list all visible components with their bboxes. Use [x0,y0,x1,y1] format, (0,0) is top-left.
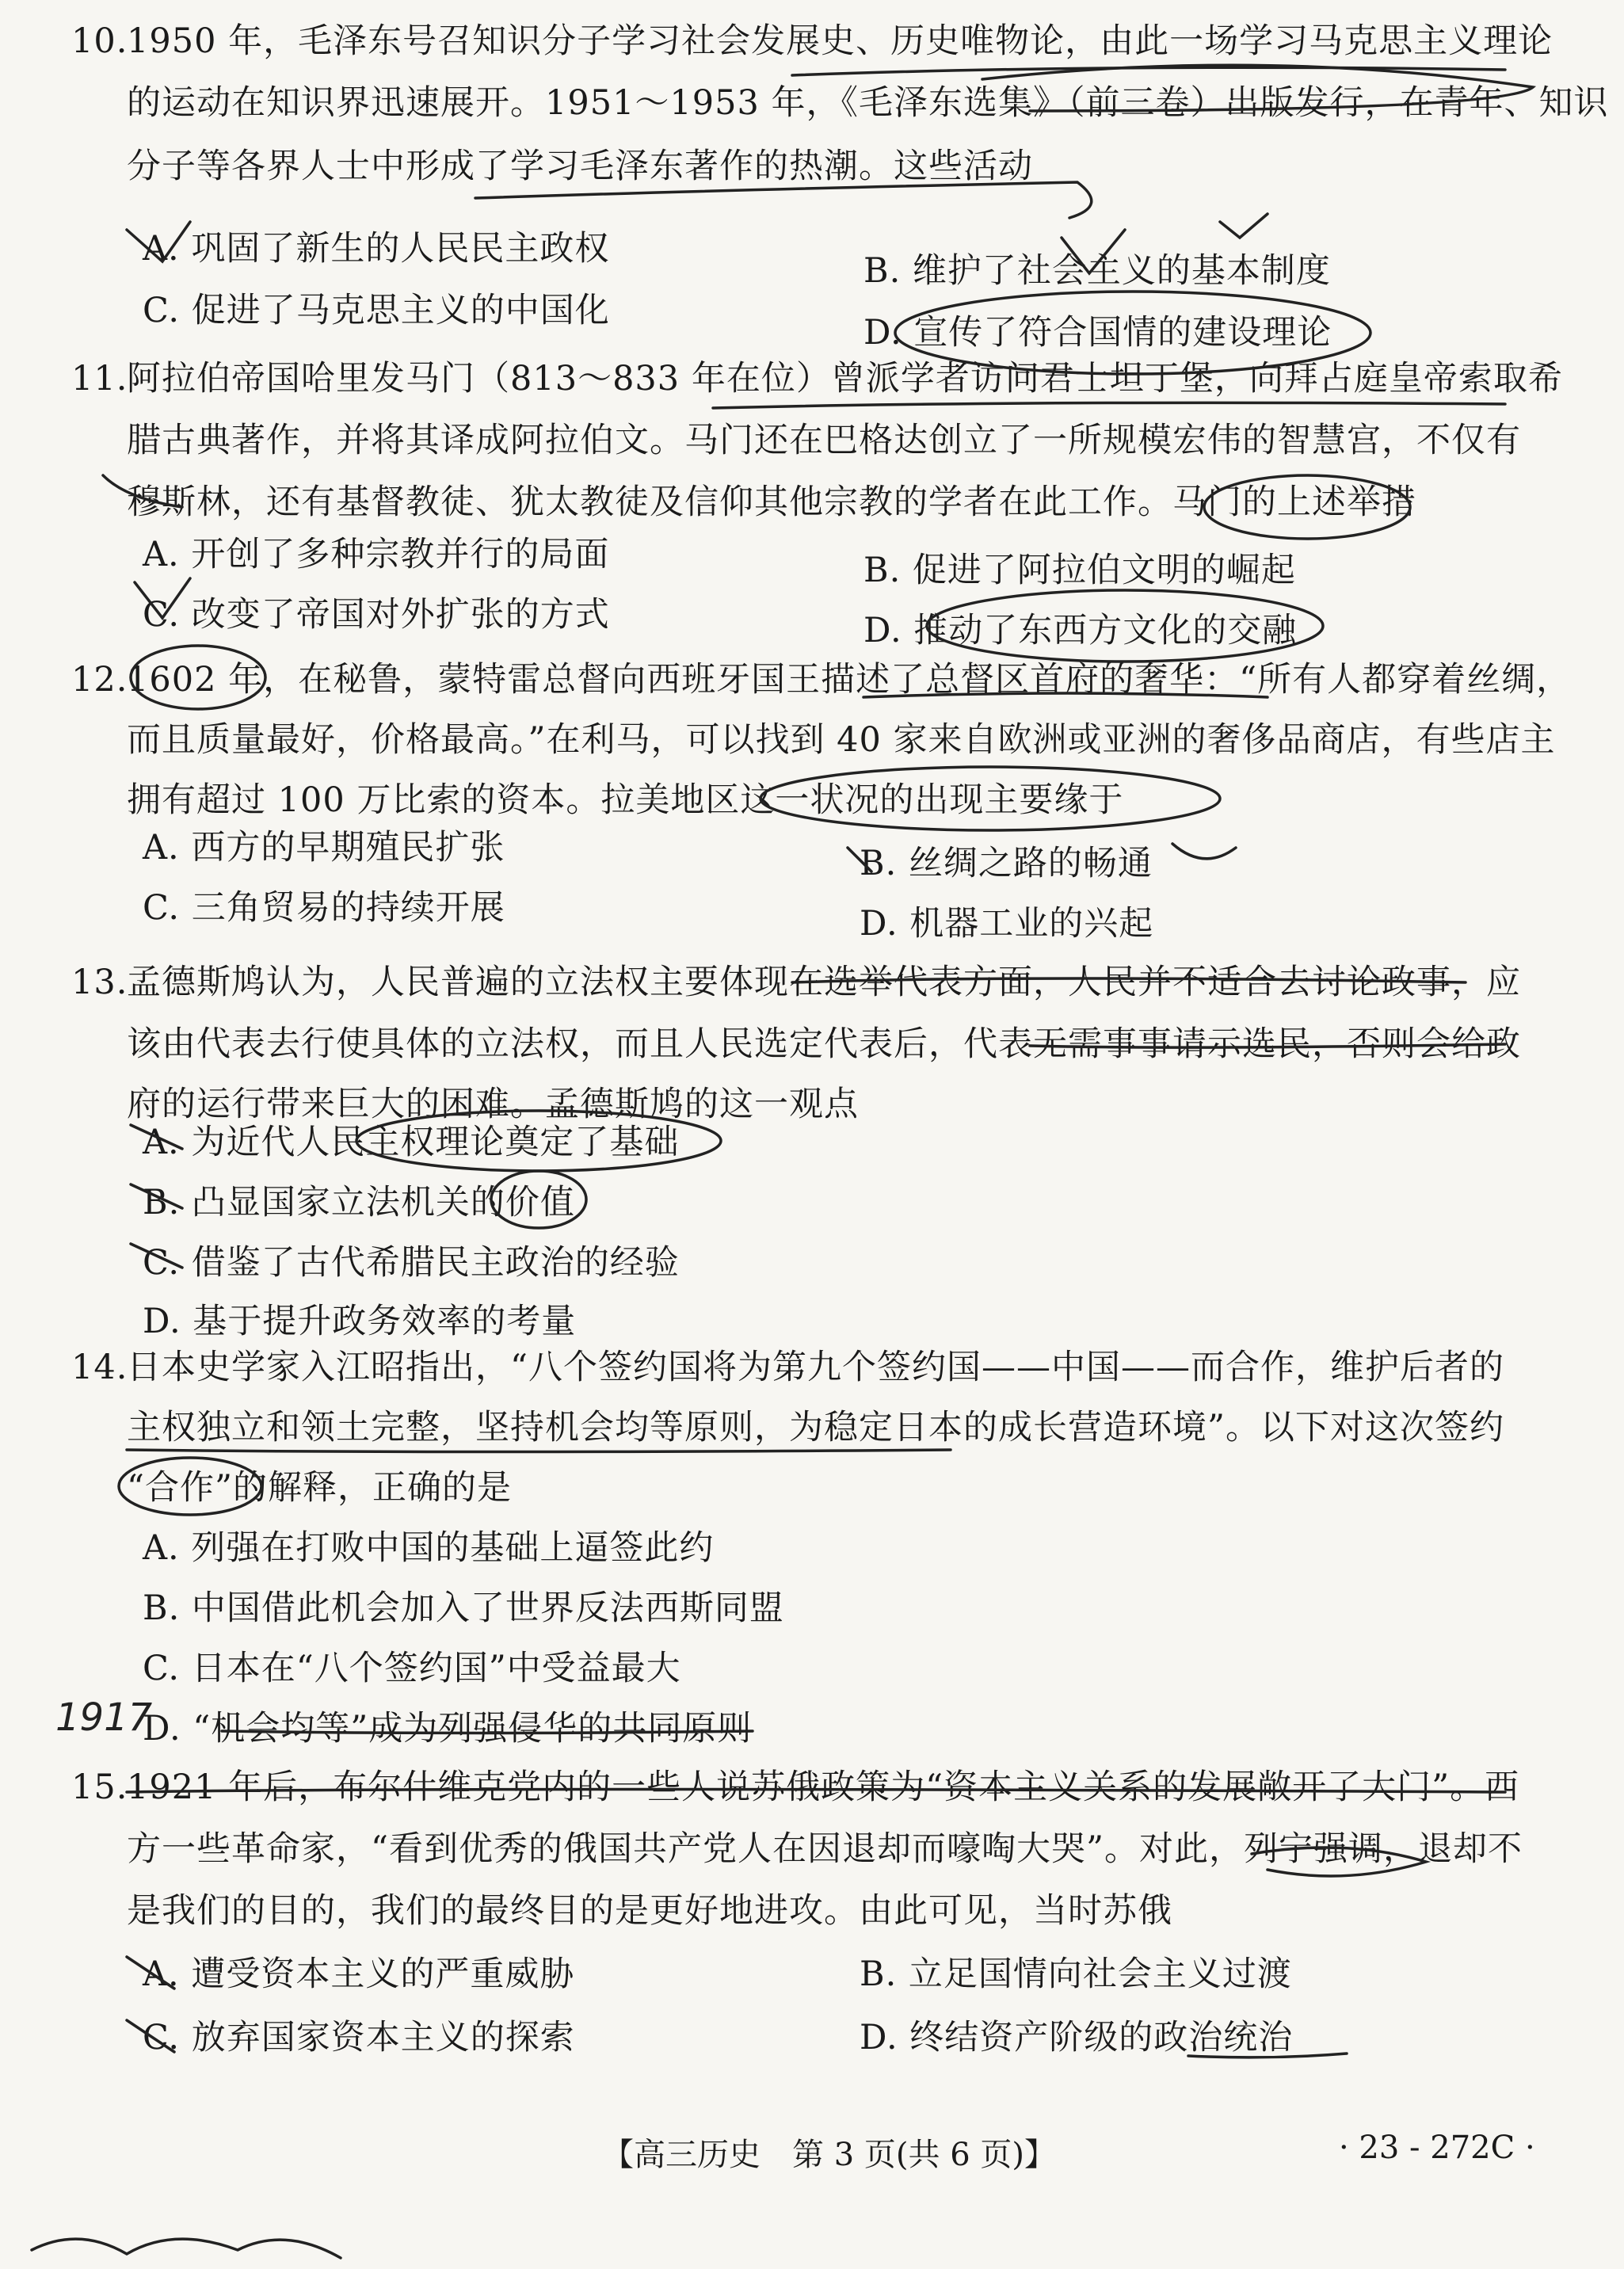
question-10-option-c: C. 促进了马克思主义的中国化 [143,291,610,330]
underline-q11 [713,402,1505,408]
question-14-option-b: B. 中国借此机会加入了世界反法西斯同盟 [143,1588,784,1628]
question-15-option-d: D. 终结资产阶级的政治统治 [860,2018,1294,2057]
question-10-option-b: B. 维护了社会主义的基本制度 [863,251,1331,291]
question-11-option-b: B. 促进了阿拉伯文明的崛起 [863,551,1296,590]
question-12-number: 12. [71,660,128,700]
question-14-stem-line-2: 主权独立和领土完整，坚持机会均等原则，为稳定日本的成长营造环境”。以下对这次签约 [127,1408,1504,1447]
question-15-option-b: B. 立足国情向社会主义过渡 [860,1954,1292,1994]
question-13-option-c: C. 借鉴了古代希腊民主政治的经验 [143,1243,680,1283]
question-11-option-c: C. 改变了帝国对外扩张的方式 [143,595,610,635]
handwritten-year-note: 1917 [55,1695,153,1740]
question-14-option-d: D. “机会均等”成为列强侵华的共同原则 [143,1709,753,1748]
question-11-option-a: A. 开创了多种宗教并行的局面 [143,535,610,574]
question-12-stem-line-1: 1602 年，在秘鲁，蒙特雷总督向西班牙国王描述了总督区首府的奢华：“所有人都穿着丝绸， [127,660,1572,700]
question-10-stem-line-3: 分子等各界人士中形成了学习毛泽东著作的热潮。这些活动 [127,147,1033,186]
question-11-stem-line-2: 腊古典著作，并将其译成阿拉伯文。马门还在巴格达创立了一所规模宏伟的智慧宫，不仅有 [127,421,1521,460]
question-15-stem-line-1: 1921 年后，布尔什维克党内的一些人说苏俄政策为“资本主义关系的发展敞开了大门”。西 [127,1768,1520,1807]
question-13-stem-line-2: 该由代表去行使具体的立法权，而且人民选定代表后，代表无需事事请示选民，否则会给政 [127,1024,1521,1064]
question-12-stem-line-3: 拥有超过 100 万比索的资本。拉美地区这一状况的出现主要缘于 [127,780,1124,820]
question-11-stem-line-3: 穆斯林，还有基督教徒、犹太教徒及信仰其他宗教的学者在此工作。马门的上述举措 [127,482,1416,522]
question-12-option-c: C. 三角贸易的持续开展 [143,888,505,928]
question-11-option-d: D. 推动了东西方文化的交融 [863,611,1298,650]
question-10-option-a: A. 巩固了新生的人民民主政权 [143,229,610,269]
question-15-number: 15. [71,1768,128,1807]
question-12-option-d: D. 机器工业的兴起 [860,904,1154,944]
question-10-number: 10. [71,21,128,61]
check-q10-mark [1220,214,1268,238]
question-13-option-a: A. 为近代人民主权理论奠定了基础 [143,1123,680,1162]
question-12-option-a: A. 西方的早期殖民扩张 [143,828,505,868]
question-13-option-d: D. 基于提升政务效率的考量 [143,1302,577,1341]
question-11-number: 11. [71,359,128,399]
question-14-option-c: C. 日本在“八个签约国”中受益最大 [143,1649,681,1688]
page-footer-label: 【高三历史 第 3 页(共 6 页)】 [602,2137,1056,2173]
question-13-stem-line-1: 孟德斯鸠认为，人民普遍的立法权主要体现在选举代表方面，人民并不适合去讨论政事，应 [127,963,1521,1002]
question-11-stem-line-1: 阿拉伯帝国哈里发马门（813～833 年在位）曾派学者访问君士坦丁堡，向拜占庭皇帝索取希 [127,359,1563,399]
question-14-option-a: A. 列强在打败中国的基础上逼签此约 [143,1528,715,1568]
question-15-option-c: C. 放弃国家资本主义的探索 [143,2018,575,2057]
question-13-option-b: B. 凸显国家立法机关的价值 [143,1183,575,1222]
question-13-stem-line-3: 府的运行带来巨大的困难。孟德斯鸠的这一观点 [127,1085,859,1124]
page-footer-code: · 23 - 272C · [1339,2130,1535,2166]
question-10-option-d: D. 宣传了符合国情的建设理论 [863,313,1332,353]
question-12-option-b: B. 丝绸之路的畅通 [860,844,1153,883]
question-10-stem-line-1: 1950 年，毛泽东号召知识分子学习社会发展史、历史唯物论，由此一场学习马克思主义理论 [127,21,1553,61]
question-14-stem-line-1: 日本史学家入江昭指出，“八个签约国将为第九个签约国——中国——而合作，维护后者的 [127,1348,1504,1387]
question-15-stem-line-2: 方一些革命家，“看到优秀的俄国共产党人在因退却而嚎啕大哭”。对此，列宁强调，退却不 [127,1829,1523,1869]
bottom-scribble [32,2239,341,2258]
question-15-stem-line-3: 是我们的目的，我们的最终目的是更好地进攻。由此可见，当时苏俄 [127,1891,1172,1931]
question-14-stem-line-3: “合作”的解释，正确的是 [127,1468,512,1508]
question-14-number: 14. [71,1348,128,1387]
question-10-stem-line-2: 的运动在知识界迅速展开。1951～1953 年，《毛泽东选集》（前三卷）出版发行，在青年、知识 [127,83,1609,123]
squiggle-q12 [1172,844,1236,859]
underline-q10 [792,67,1505,75]
question-12-stem-line-2: 而且质量最好，价格最高。”在利马，可以找到 40 家来自欧洲或亚洲的奢侈品商店，有些店主 [127,720,1556,760]
question-15-option-a: A. 遭受资本主义的严重威胁 [143,1954,575,1994]
question-13-number: 13. [71,963,128,1002]
